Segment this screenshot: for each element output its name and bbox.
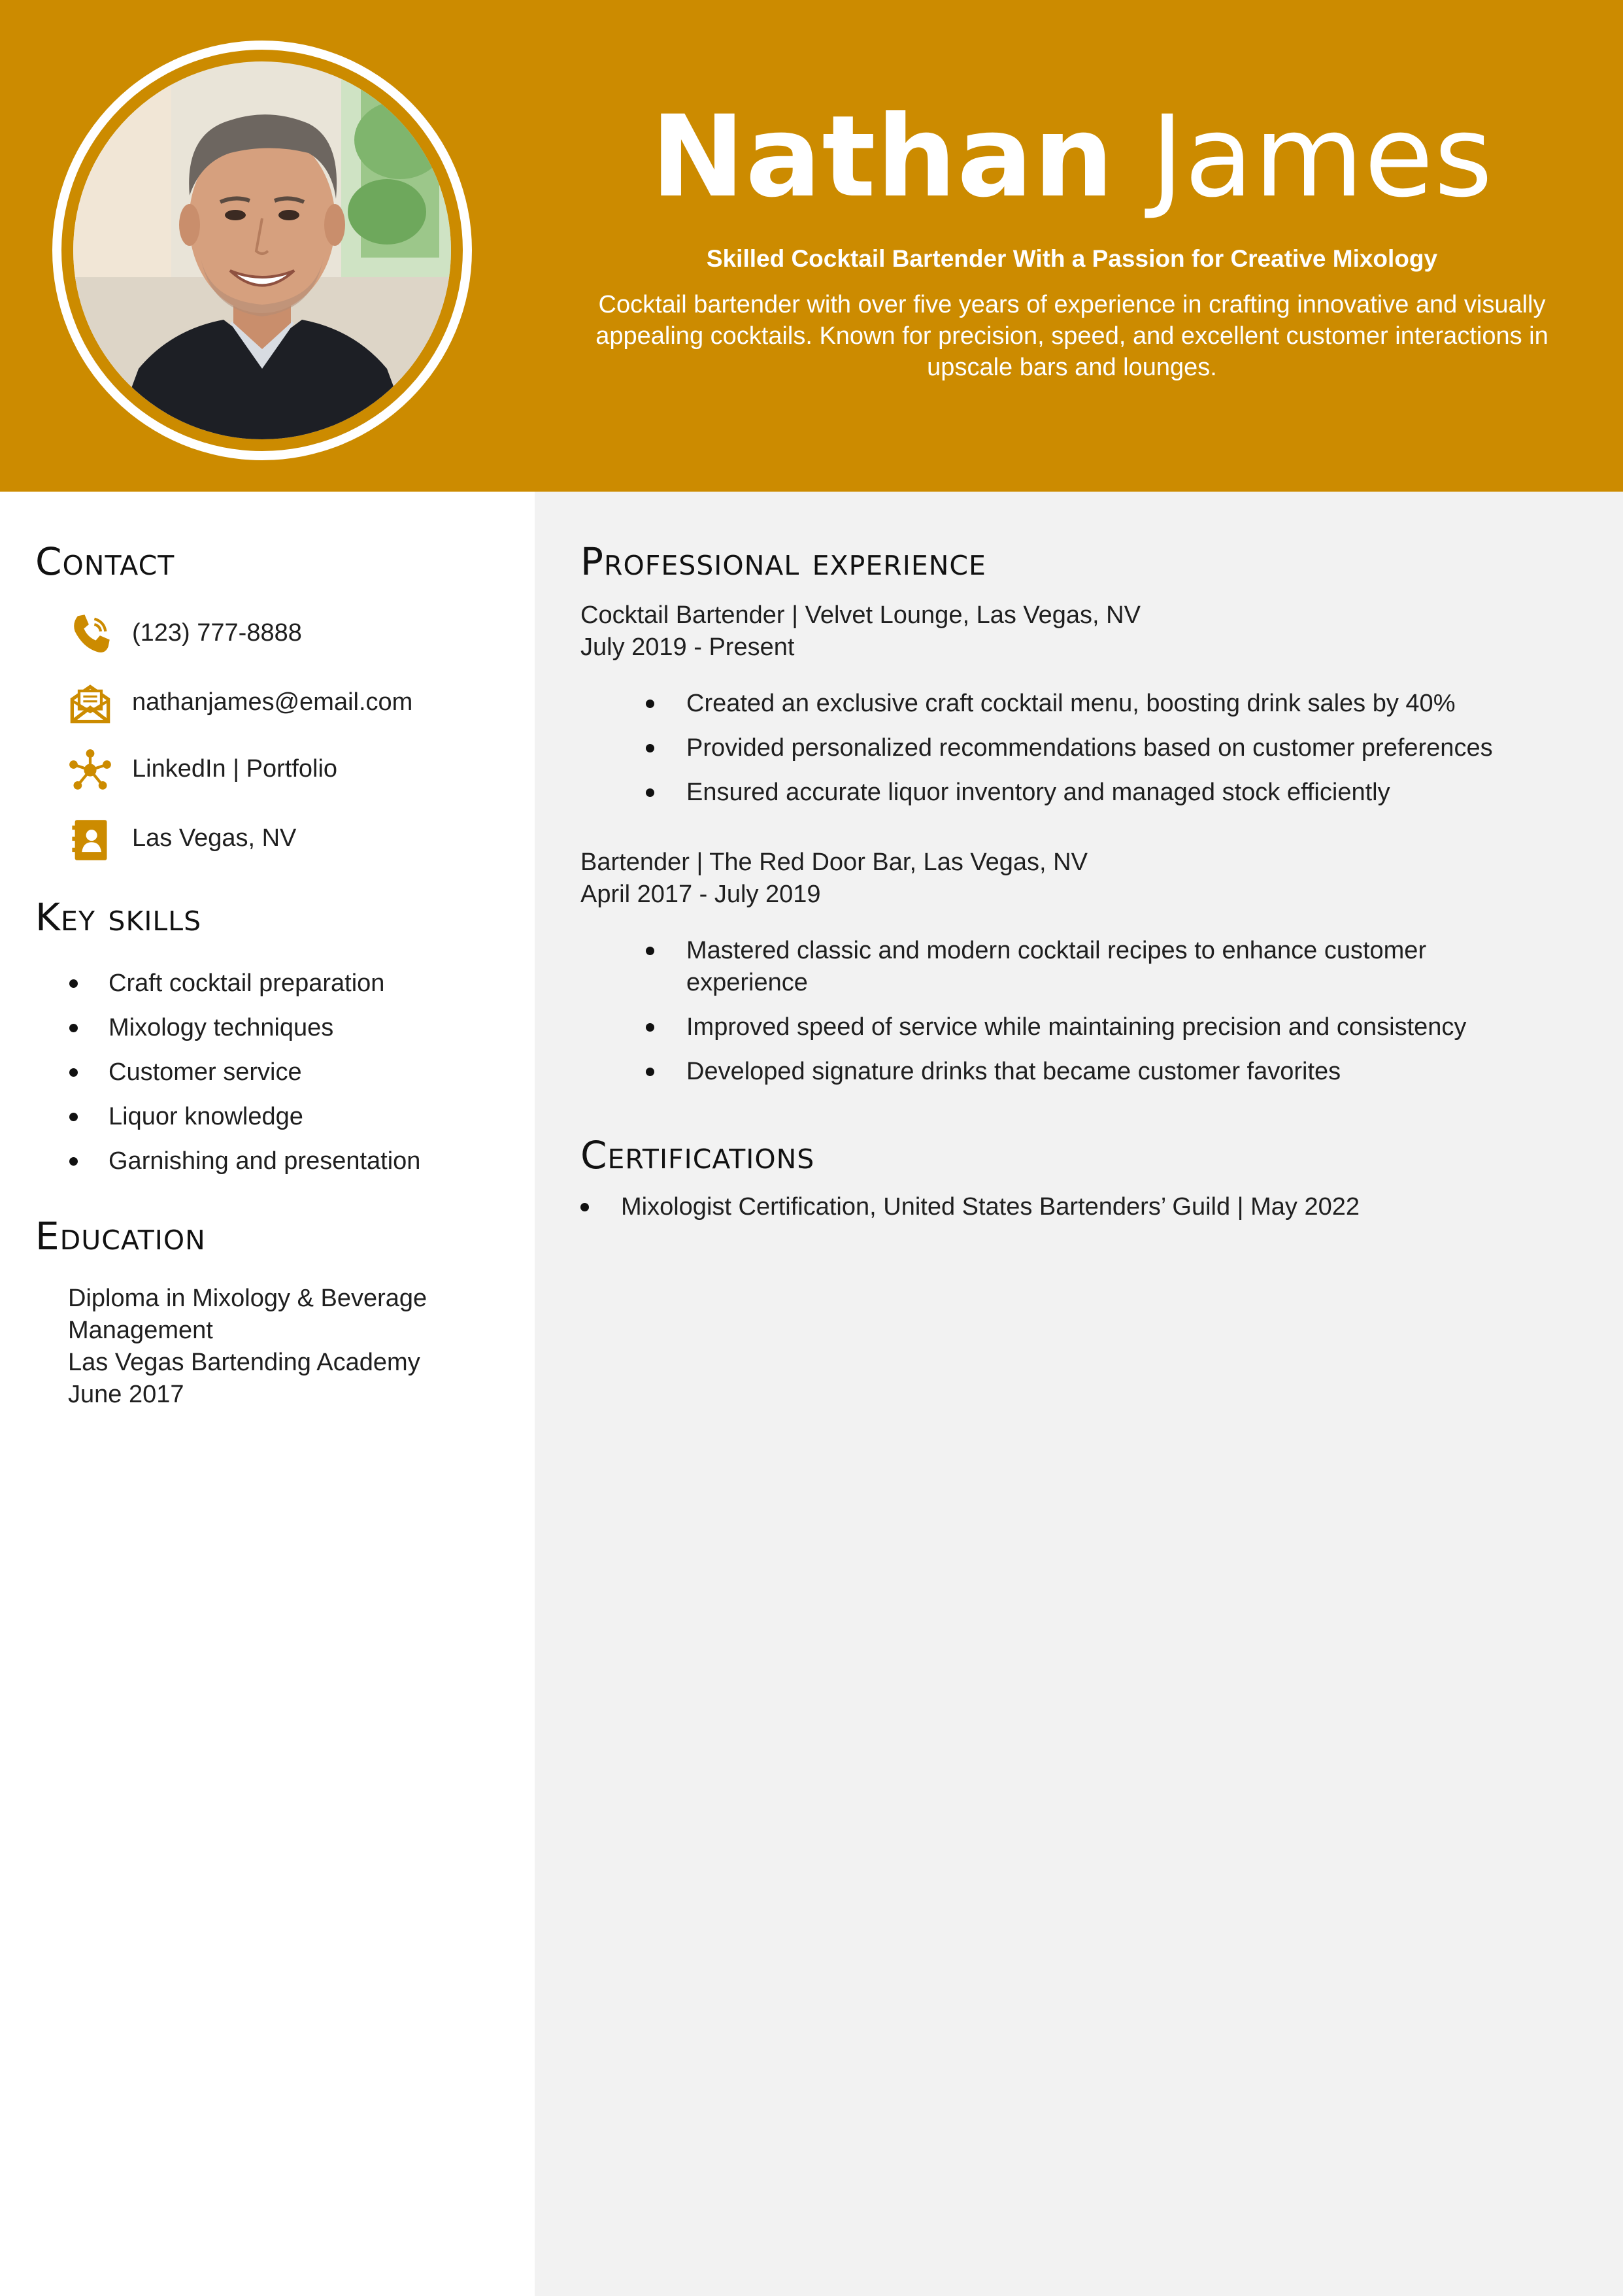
list-item: Mixologist Certification, United States Bartenders’ Guild | May 2022 (580, 1191, 1587, 1223)
candidate-name (562, 92, 1582, 222)
location-text: Las Vegas, NV (132, 824, 297, 852)
header-banner (0, 0, 1623, 492)
email-address: nathanjames@email.com (132, 688, 413, 716)
education-date: June 2017 (68, 1381, 184, 1408)
phone-icon (68, 612, 112, 656)
skills-list (65, 961, 523, 1183)
job-bullets (580, 688, 1587, 821)
headline: Skilled Cocktail Bartender With a Passion for Creative Mixology (706, 245, 1438, 272)
list-item: Craft cocktail preparation (65, 961, 523, 1005)
address-book-icon (68, 817, 112, 862)
job-title: Cocktail Bartender | Velvet Lounge, Las Vegas, NV (580, 601, 1141, 629)
job-title: Bartender | The Red Door Bar, Las Vegas, NV (580, 849, 1088, 876)
contact-phone (65, 608, 510, 660)
certifications-list (580, 1191, 1587, 1223)
contact-links (65, 744, 510, 796)
education-entry (68, 1283, 512, 1411)
links-text[interactable]: LinkedIn | Portfolio (132, 755, 338, 783)
email-icon (68, 681, 112, 726)
job-header (580, 599, 1587, 664)
job-dates: July 2019 - Present (580, 633, 795, 661)
network-icon (68, 748, 112, 792)
job-dates: April 2017 - July 2019 (580, 881, 821, 908)
education-degree: Diploma in Mixology & Beverage Management (68, 1285, 427, 1344)
list-item: Improved speed of service while maintaining precision and consistency (580, 1011, 1587, 1043)
list-item: Created an exclusive craft cocktail menu, boosting drink sales by 40% (580, 688, 1587, 720)
list-item: Liquor knowledge (65, 1094, 523, 1139)
education-school: Las Vegas Bartending Academy (68, 1349, 420, 1376)
skills-heading: Key skills (35, 895, 202, 939)
profile-photo (73, 61, 451, 439)
list-item: Garnishing and presentation (65, 1139, 523, 1183)
certifications-heading: Certifications (580, 1133, 815, 1177)
list-item: Customer service (65, 1050, 523, 1094)
education-heading: Education (35, 1214, 206, 1258)
list-item: Mixology techniques (65, 1005, 523, 1050)
phone-number: (123) 777-8888 (132, 619, 302, 647)
profile-photo-frame (52, 41, 472, 460)
experience-heading: Professional experience (580, 539, 986, 584)
job-bullets (580, 935, 1587, 1100)
last-name: James (1150, 91, 1494, 222)
first-name: Nathan (650, 91, 1114, 222)
job-header (580, 847, 1587, 911)
list-item: Developed signature drinks that became customer favorites (580, 1056, 1587, 1088)
list-item: Ensured accurate liquor inventory and managed stock efficiently (580, 777, 1587, 809)
contact-location (65, 813, 510, 866)
list-item: Mastered classic and modern cocktail recipes to enhance customer experience (580, 935, 1587, 999)
summary: Cocktail bartender with over five years of experience in crafting innovative and visually appealing cocktails. Known for precision, speed, and excellent customer interactions in upscale bars and lounges. (595, 291, 1548, 381)
contact-heading: Contact (35, 539, 175, 584)
list-item: Provided personalized recommendations based on customer preferences (580, 732, 1587, 764)
contact-email (65, 677, 510, 730)
